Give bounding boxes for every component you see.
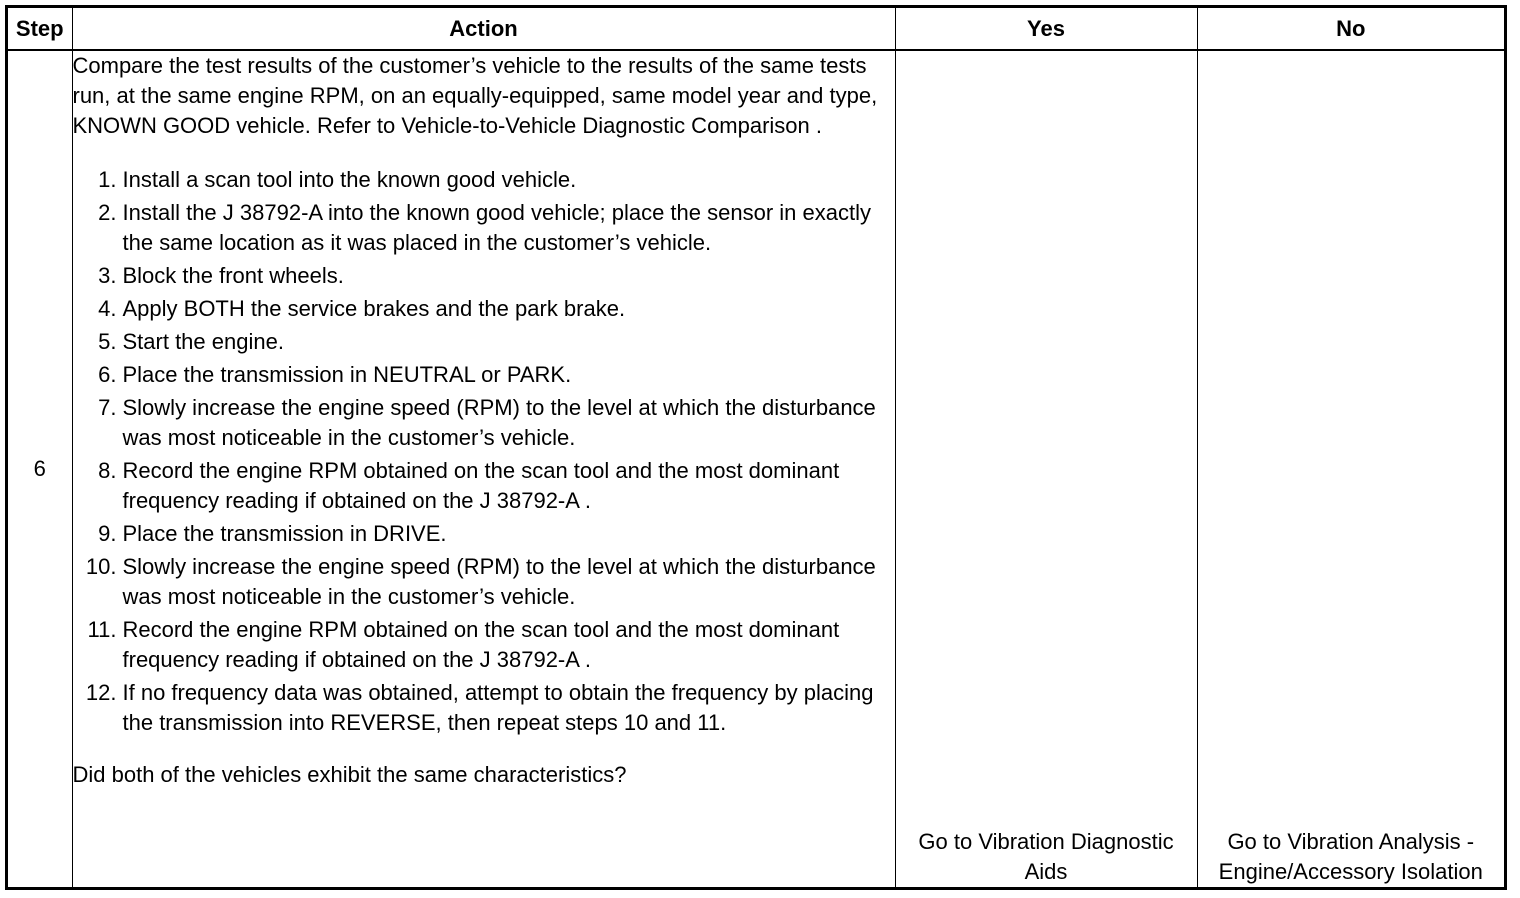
step-index: 2. xyxy=(98,200,117,225)
list-item xyxy=(73,165,895,195)
step-index: 9. xyxy=(98,521,117,546)
step-index: 4. xyxy=(98,296,117,321)
list-item xyxy=(73,678,895,738)
header-no: No xyxy=(1197,8,1504,50)
list-item xyxy=(73,393,895,453)
step-index: 10. xyxy=(85,554,117,579)
step-text: Start the engine. xyxy=(122,329,284,354)
list-item xyxy=(73,294,895,324)
list-item xyxy=(73,456,895,516)
diagnostic-table xyxy=(8,8,1504,887)
header-step: Step xyxy=(8,8,72,50)
step-text: Slowly increase the engine speed (RPM) to the level at which the disturbance was most noticeable in the customer’s vehicle. xyxy=(122,395,876,450)
header-yes: Yes xyxy=(895,8,1197,50)
list-item xyxy=(73,198,895,258)
step-text: Record the engine RPM obtained on the scan tool and the most dominant frequency reading if obtained on the J 38792-A . xyxy=(122,458,840,513)
list-item xyxy=(73,519,895,549)
step-number: 6 xyxy=(8,50,72,887)
step-text: Slowly increase the engine speed (RPM) to the level at which the disturbance was most noticeable in the customer’s vehicle. xyxy=(122,554,876,609)
no-link[interactable]: Go to Vibration Analysis - Engine/Accessory Isolation xyxy=(1218,829,1483,884)
step-index: 1. xyxy=(98,167,117,192)
table-row xyxy=(8,50,1504,887)
yes-link[interactable]: Go to Vibration Diagnostic Aids xyxy=(918,829,1174,884)
list-item xyxy=(73,327,895,357)
step-text: Place the transmission in DRIVE. xyxy=(122,521,447,546)
diagnostic-table-frame xyxy=(5,5,1507,890)
step-index: 7. xyxy=(98,395,117,420)
step-index: 5. xyxy=(98,329,117,354)
step-index: 6. xyxy=(98,362,117,387)
step-text: Apply BOTH the service brakes and the park brake. xyxy=(122,296,626,321)
header-action: Action xyxy=(72,8,895,50)
step-text: Install the J 38792-A into the known good vehicle; place the sensor in exactly the same location as it was placed in the customer’s vehicle. xyxy=(122,200,871,255)
header-row xyxy=(8,8,1504,50)
action-question: Did both of the vehicles exhibit the same characteristics? xyxy=(72,762,627,787)
list-item xyxy=(73,261,895,291)
step-text: Place the transmission in NEUTRAL or PARK. xyxy=(122,362,572,387)
yes-cell xyxy=(895,50,1197,887)
action-cell xyxy=(72,50,895,887)
step-text: Record the engine RPM obtained on the scan tool and the most dominant frequency reading if obtained on the J 38792-A . xyxy=(122,617,840,672)
no-cell xyxy=(1197,50,1504,887)
step-index: 3. xyxy=(98,263,117,288)
step-index: 11. xyxy=(87,617,117,642)
step-index: 12. xyxy=(85,680,117,705)
list-item xyxy=(73,552,895,612)
step-text: Block the front wheels. xyxy=(122,263,344,288)
action-steps-list xyxy=(73,165,895,738)
step-text: If no frequency data was obtained, attempt to obtain the frequency by placing the transmission into REVERSE, then repeat steps 10 and 11. xyxy=(122,680,874,735)
step-text: Install a scan tool into the known good vehicle. xyxy=(122,167,577,192)
action-intro: Compare the test results of the customer’s vehicle to the results of the same tests run, at the same engine RPM, on an equally-equipped, same model year and type, KNOWN GOOD vehicle. Refer to Vehicle-to-Vehicle Diagnostic Comparison . xyxy=(72,53,878,138)
list-item xyxy=(73,615,895,675)
step-index: 8. xyxy=(98,458,117,483)
list-item xyxy=(73,360,895,390)
